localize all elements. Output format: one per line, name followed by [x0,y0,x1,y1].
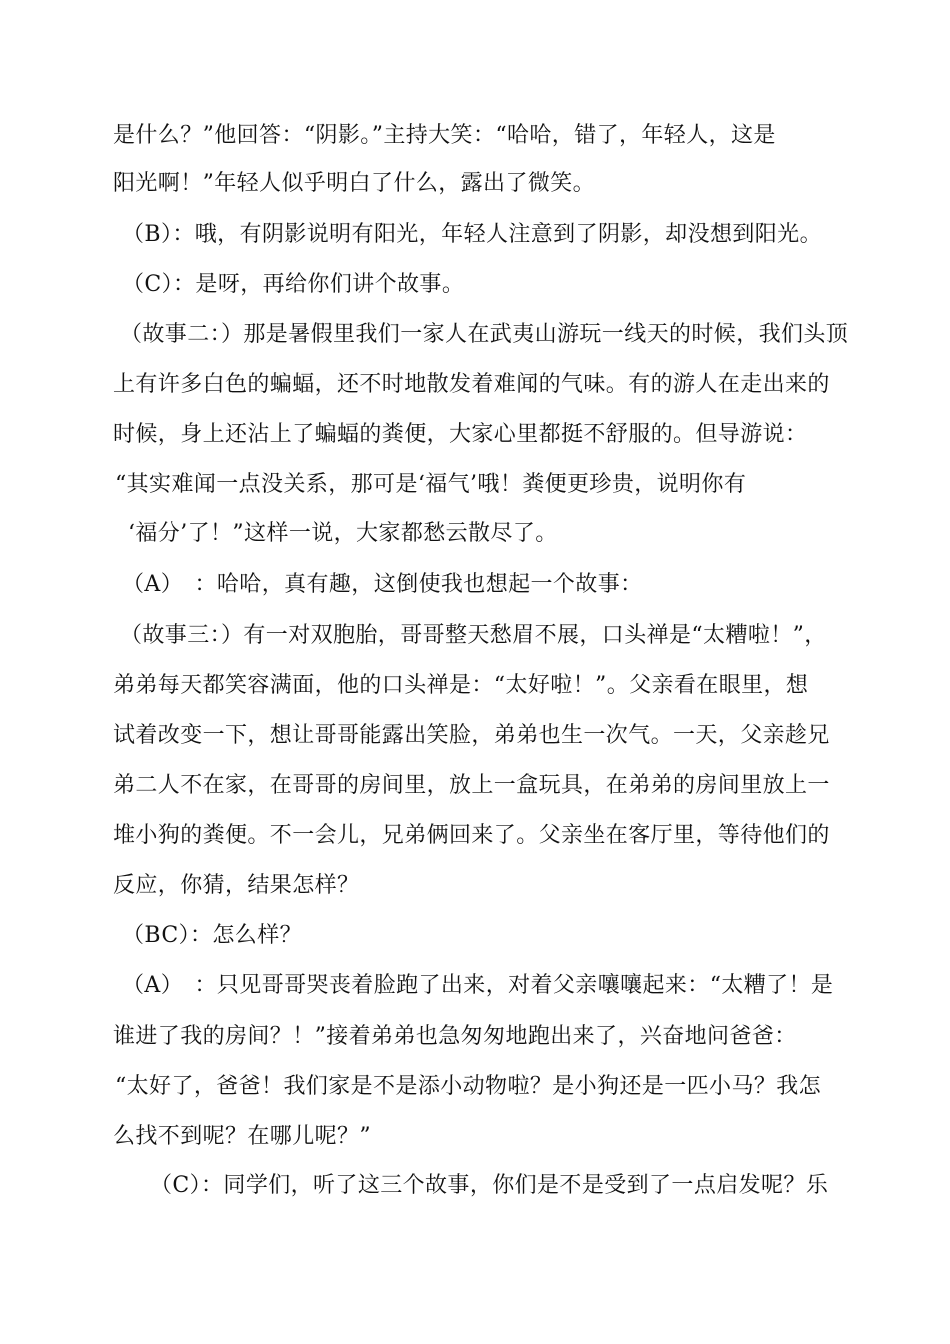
text-line: （C）：是呀，再给你们讲个故事。 [122,272,465,297]
text-line: 弟二人不在家，在哥哥的房间里，放上一盒玩具，在弟弟的房间里放上一 [113,773,830,798]
text-line: （BC）：怎么样？ [122,923,303,948]
text-line: 是什么？”他回答：“阴影。”主持大笑：“哈哈，错了，年轻人，这是 [113,123,776,148]
text-line: “其实难闻一点没关系，那可是‘福气’哦！粪便更珍贵，说明你有 [115,472,747,497]
text-line: （故事二：）那是暑假里我们一家人在武夷山游玩一线天的时候，我们头顶 [120,322,849,347]
text-line: （B）：哦，有阴影说明有阳光，年轻人注意到了阴影，却没想到阳光。 [122,222,822,247]
text-line: 么找不到呢？在哪儿呢？” [113,1124,372,1149]
text-line: 弟弟每天都笑容满面，他的口头禅是：“太好啦！”。父亲看在眼里，想 [113,673,809,698]
text-line: （A） ：哈哈，真有趣，这倒使我也想起一个故事： [122,572,643,597]
text-line: （A） ：只见哥哥哭丧着脸跑了出来，对着父亲嚷嚷起来：“太糟了！是 [122,973,834,998]
text-line: 上有许多白色的蝙蝠，还不时地散发着难闻的气味。有的游人在走出来的 [113,372,830,397]
text-line: 阳光啊！”年轻人似乎明白了什么，露出了微笑。 [113,171,596,196]
text-line: 谁进了我的房间？！”接着弟弟也急匆匆地跑出来了，兴奋地问爸爸： [113,1024,797,1049]
text-line: 堆小狗的粪便。不一会儿，兄弟俩回来了。父亲坐在客厅里，等待他们的 [113,823,830,848]
text-line: 时候，身上还沾上了蝙蝠的粪便，大家心里都挺不舒服的。但导游说： [113,422,808,447]
text-line: （C）：同学们，听了这三个故事，你们是不是受到了一点启发呢？乐 [150,1173,829,1198]
text-line: “太好了，爸爸！我们家是不是添小动物啦？是小狗还是一匹小马？我怎 [115,1074,822,1099]
text-line: 反应，你猜，结果怎样？ [113,873,360,898]
text-line: （故事三：）有一对双胞胎，哥哥整天愁眉不展，口头禅是“太糟啦！”， [120,623,827,648]
text-line: 试着改变一下，想让哥哥能露出笑脸，弟弟也生一次气。一天，父亲趁兄 [113,723,830,748]
text-line: ‘福分’了！”这样一说，大家都愁云散尽了。 [128,521,558,546]
